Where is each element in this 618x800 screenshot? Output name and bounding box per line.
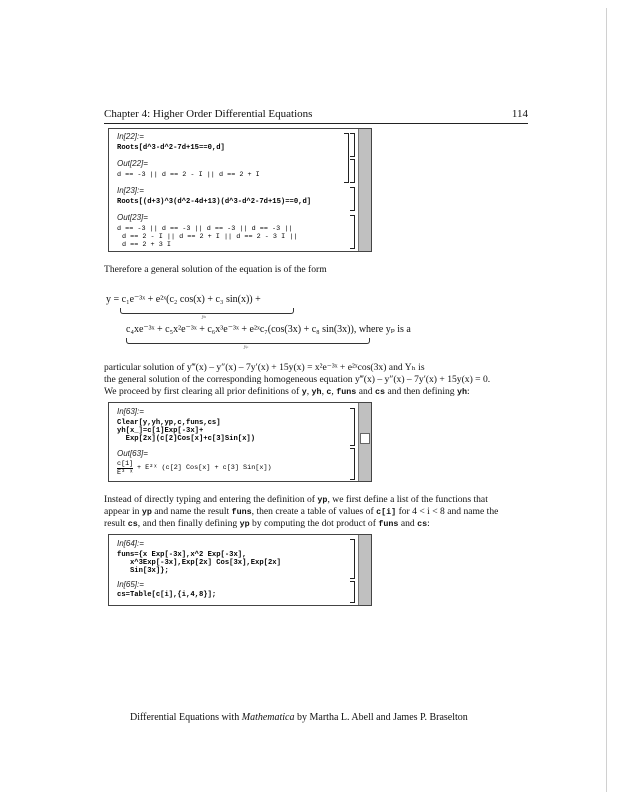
paragraph-instead-2 [104, 506, 498, 519]
text-run: result [104, 518, 128, 529]
cell-bracket[interactable] [350, 133, 355, 157]
page-footer [130, 712, 468, 723]
text-run: , [321, 386, 327, 397]
header-rule [104, 123, 528, 124]
out23-line1: d == -3 || d == -3 || d == -3 || d == -3 || [117, 225, 293, 233]
equation-line-2-text: ₄xe⁻³ˣ + c₅x²e⁻³ˣ + c₆x³e⁻³ˣ + e²ˣc₇(cos(3x) + c₈ sin(3x)), where yₚ is a [130, 324, 411, 335]
paragraph-instead-3 [104, 518, 430, 531]
in64-code-line3[interactable]: Sin[3x]}; [117, 567, 169, 575]
footer-text: Differential Equations with [130, 712, 242, 723]
in64-code-line2[interactable]: x^3Exp[-3x],Exp[2x] Cos[3x],Exp[2x] [117, 559, 281, 567]
code-term: funs [378, 519, 399, 529]
equation-c-letter: c [126, 324, 131, 335]
paragraph-particular-1: particular solution of y‴(x) – y″(x) – 7y′(x) + 15y(x) = x²e⁻³ˣ + e²ˣcos(3x) and Yₕ is [104, 362, 425, 373]
chapter-title: Chapter 4: Higher Order Differential Equations [104, 108, 313, 120]
code-term: cs [127, 519, 138, 529]
cell-bracket[interactable] [350, 448, 355, 480]
text-run: by computing the dot product of [249, 518, 379, 529]
code-term: yh [311, 387, 322, 397]
cell-bracket[interactable] [350, 539, 355, 579]
out23-label: Out[23]= [117, 213, 148, 222]
paragraph-particular-2: the general solution of the corresponding homogeneous equation y‴(x) – y″(x) – 7y′(x) + 15y(x) = 0. [104, 374, 491, 385]
code-term: y [301, 387, 307, 397]
text-run: : [467, 386, 470, 397]
code-term: funs [231, 507, 252, 517]
group-bracket[interactable] [344, 133, 349, 183]
in63-code-line3[interactable]: Exp[2x](c[2]Cos[x]+c[3]Sin[x]) [117, 435, 256, 443]
text-run: Instead of directly typing and entering the definition of [104, 494, 318, 505]
out63-label: Out[63]= [117, 449, 148, 458]
out22-text: d == -3 || d == 2 - I || d == 2 + I [117, 171, 260, 179]
vertical-scrollbar[interactable] [358, 129, 371, 251]
in22-label: In[22]:= [117, 132, 144, 141]
text-run: appear in [104, 506, 142, 517]
text-run: and name the result [151, 506, 232, 517]
paragraph-particular-3 [104, 386, 470, 399]
out63-rest: + E²ˣ (c[2] Cos[x] + c[3] Sin[x]) [137, 464, 272, 472]
cell-bracket[interactable] [350, 159, 355, 183]
text-run: , and then finally defining [137, 518, 240, 529]
notebook-cell-yh[interactable] [108, 402, 372, 482]
in23-code[interactable]: Roots[(d+3)^3(d^2-4d+13)(d^3-d^2-7d+15)==0,d] [117, 198, 312, 206]
text-run: , [331, 386, 337, 397]
cell-bracket[interactable] [350, 187, 355, 211]
out22-label: Out[22]= [117, 159, 148, 168]
paragraph-general-solution: Therefore a general solution of the equation is of the form [104, 264, 327, 275]
text-run: : [427, 518, 430, 529]
in63-code-line2[interactable]: yh[x_]=c[1]Exp[-3x]+ [117, 427, 204, 435]
vertical-scrollbar[interactable] [358, 403, 371, 481]
cell-bracket[interactable] [350, 408, 355, 446]
cell-bracket[interactable] [350, 215, 355, 249]
code-term: yh [456, 387, 468, 397]
text-run: We proceed by first clearing all prior definitions of [104, 386, 302, 397]
out23-line3: d == 2 + 3 I [122, 241, 171, 249]
scrollbar-thumb[interactable] [360, 433, 370, 444]
cell-bracket[interactable] [350, 581, 355, 603]
text-run: and [356, 386, 375, 397]
equation-line-1: y = c₁e⁻³ˣ + e²ˣ(c₂ cos(x) + c₃ sin(x)) + [106, 294, 261, 305]
in23-label: In[23]:= [117, 186, 144, 195]
in63-code-line1[interactable]: Clear[y,yh,yp,c,funs,cs] [117, 419, 221, 427]
text-run: , we first define a list of the functions that [327, 494, 488, 505]
code-term: yp [141, 507, 152, 517]
out63-fraction-numerator: c[1] [117, 460, 134, 468]
code-term: cs [374, 387, 386, 397]
code-term: funs [336, 387, 357, 397]
code-term: c[i] [376, 507, 397, 517]
text-run: and [398, 518, 418, 529]
in65-label: In[65]:= [117, 580, 144, 589]
code-term: cs [417, 519, 428, 529]
footer-italic: Mathematica [241, 712, 295, 723]
in64-label: In[64]:= [117, 539, 144, 548]
vertical-scrollbar[interactable] [358, 535, 371, 605]
yh-label: yₕ [202, 315, 207, 320]
out23-line2: d == 2 - I || d == 2 + I || d == 2 - 3 I || [122, 233, 298, 241]
page-edge-line [606, 8, 607, 792]
yp-label: yₚ [244, 345, 249, 350]
paragraph-instead-1 [104, 494, 488, 507]
in63-label: In[63]:= [117, 407, 144, 416]
out63-fraction-denominator: E³ ˣ [117, 469, 134, 477]
in64-code-line1[interactable]: funs={x Exp[-3x],x^2 Exp[-3x], [117, 551, 247, 559]
code-term: c [326, 387, 332, 397]
code-term: yp [239, 519, 250, 529]
notebook-cell-roots[interactable] [108, 128, 372, 252]
in22-code[interactable]: Roots[d^3-d^2-7d+15==0,d] [117, 144, 225, 152]
yh-underbrace [120, 308, 294, 314]
page-number: 114 [511, 108, 528, 120]
notebook-cell-funs[interactable] [108, 534, 372, 606]
footer-text: by Martha L. Abell and James P. Braselton [294, 712, 468, 723]
code-term: yp [317, 495, 328, 505]
text-run: for 4 < i < 8 and name the [396, 506, 499, 517]
page-header [104, 106, 528, 124]
in65-code[interactable]: cs=Table[c[i],{i,4,8}]; [117, 591, 217, 599]
equation-line-2 [126, 324, 411, 335]
text-run: , [306, 386, 312, 397]
text-run: and then defining [385, 386, 457, 397]
text-run: , then create a table of values of [251, 506, 377, 517]
